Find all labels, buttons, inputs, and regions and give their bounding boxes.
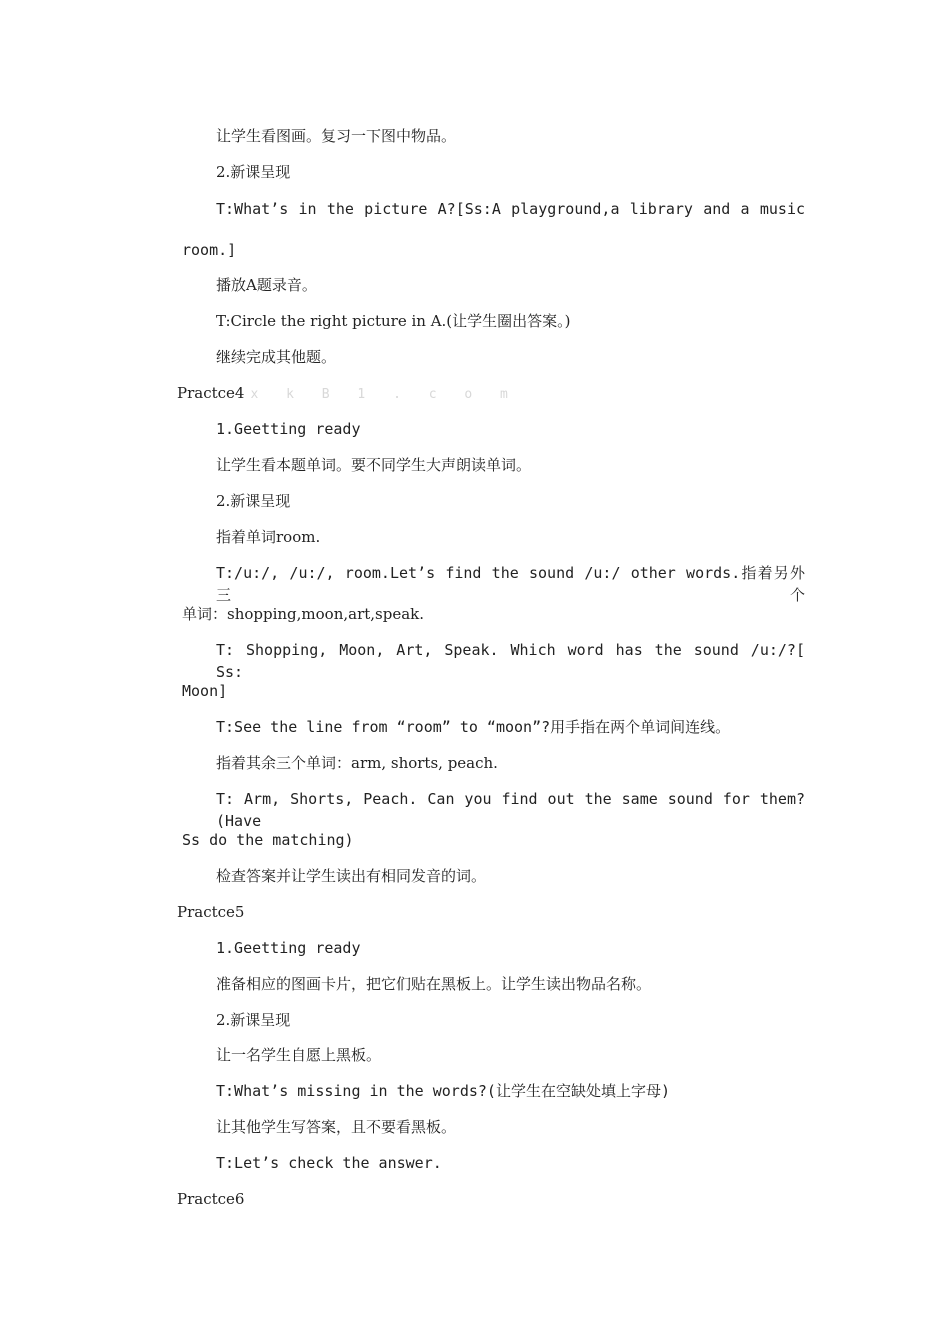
paragraph-line: 让一名学生自愿上黑板。 <box>216 1046 382 1064</box>
paragraph-line: T: Shopping, Moon, Art, Speak. Which word has the sound /u:/?[ Ss: <box>216 641 805 681</box>
paragraph-line: T:Let’s check the answer. <box>216 1154 442 1172</box>
paragraph-line: T:What’s missing in the words?(让学生在空缺处填上字母) <box>216 1082 670 1100</box>
section-heading <box>177 382 518 406</box>
paragraph-line: 2.新课呈现 <box>216 1011 291 1029</box>
paragraph-line: 指着单词room. <box>216 528 321 546</box>
paragraph-line: 1.Geetting ready <box>216 420 361 438</box>
paragraph-line: Ss do the matching) <box>182 831 354 849</box>
section-heading: Practce6 <box>177 1190 245 1208</box>
paragraph-line: 播放A题录音。 <box>216 276 317 294</box>
paragraph-line: T:Circle the right picture in A.(让学生圈出答案。) <box>216 312 571 330</box>
section-heading: Practce5 <box>177 903 245 921</box>
paragraph-line: Moon] <box>182 682 228 700</box>
paragraph-line: T:What’s in the picture A?[Ss:A playground,a library and a music <box>216 200 805 218</box>
paragraph-line: 检查答案并让学生读出有相同发音的词。 <box>216 867 487 885</box>
paragraph-line: T:/u:/, /u:/, room.Let’s find the sound /u:/ other words.指着另外三个 <box>216 564 805 604</box>
paragraph-line: 指着其余三个单词：arm, shorts, peach. <box>216 754 498 772</box>
paragraph-line: 继续完成其他题。 <box>216 348 337 366</box>
section-heading-text: Practce4 <box>177 384 245 402</box>
paragraph-line: 让学生看图画。复习一下图中物品。 <box>216 127 457 145</box>
paragraph-line: 1.Geetting ready <box>216 939 361 957</box>
paragraph-line: T: Arm, Shorts, Peach. Can you find out the same sound for them?(Have <box>216 790 805 830</box>
paragraph-line: room.] <box>182 241 237 259</box>
paragraph-line: 让其他学生写答案，且不要看黑板。 <box>216 1118 457 1136</box>
paragraph-line: 2.新课呈现 <box>216 492 291 510</box>
paragraph-line: 准备相应的图画卡片，把它们贴在黑板上。让学生读出物品名称。 <box>216 975 652 993</box>
paragraph-line: 让学生看本题单词。要不同学生大声朗读单词。 <box>216 456 532 474</box>
watermark-text: x k B 1 . c o m <box>250 387 518 402</box>
paragraph-line: 2.新课呈现 <box>216 163 291 181</box>
paragraph-line: T:See the line from “room” to “moon”?用手指在两个单词间连线。 <box>216 718 731 736</box>
paragraph-line: 单词：shopping,moon,art,speak. <box>182 605 425 623</box>
